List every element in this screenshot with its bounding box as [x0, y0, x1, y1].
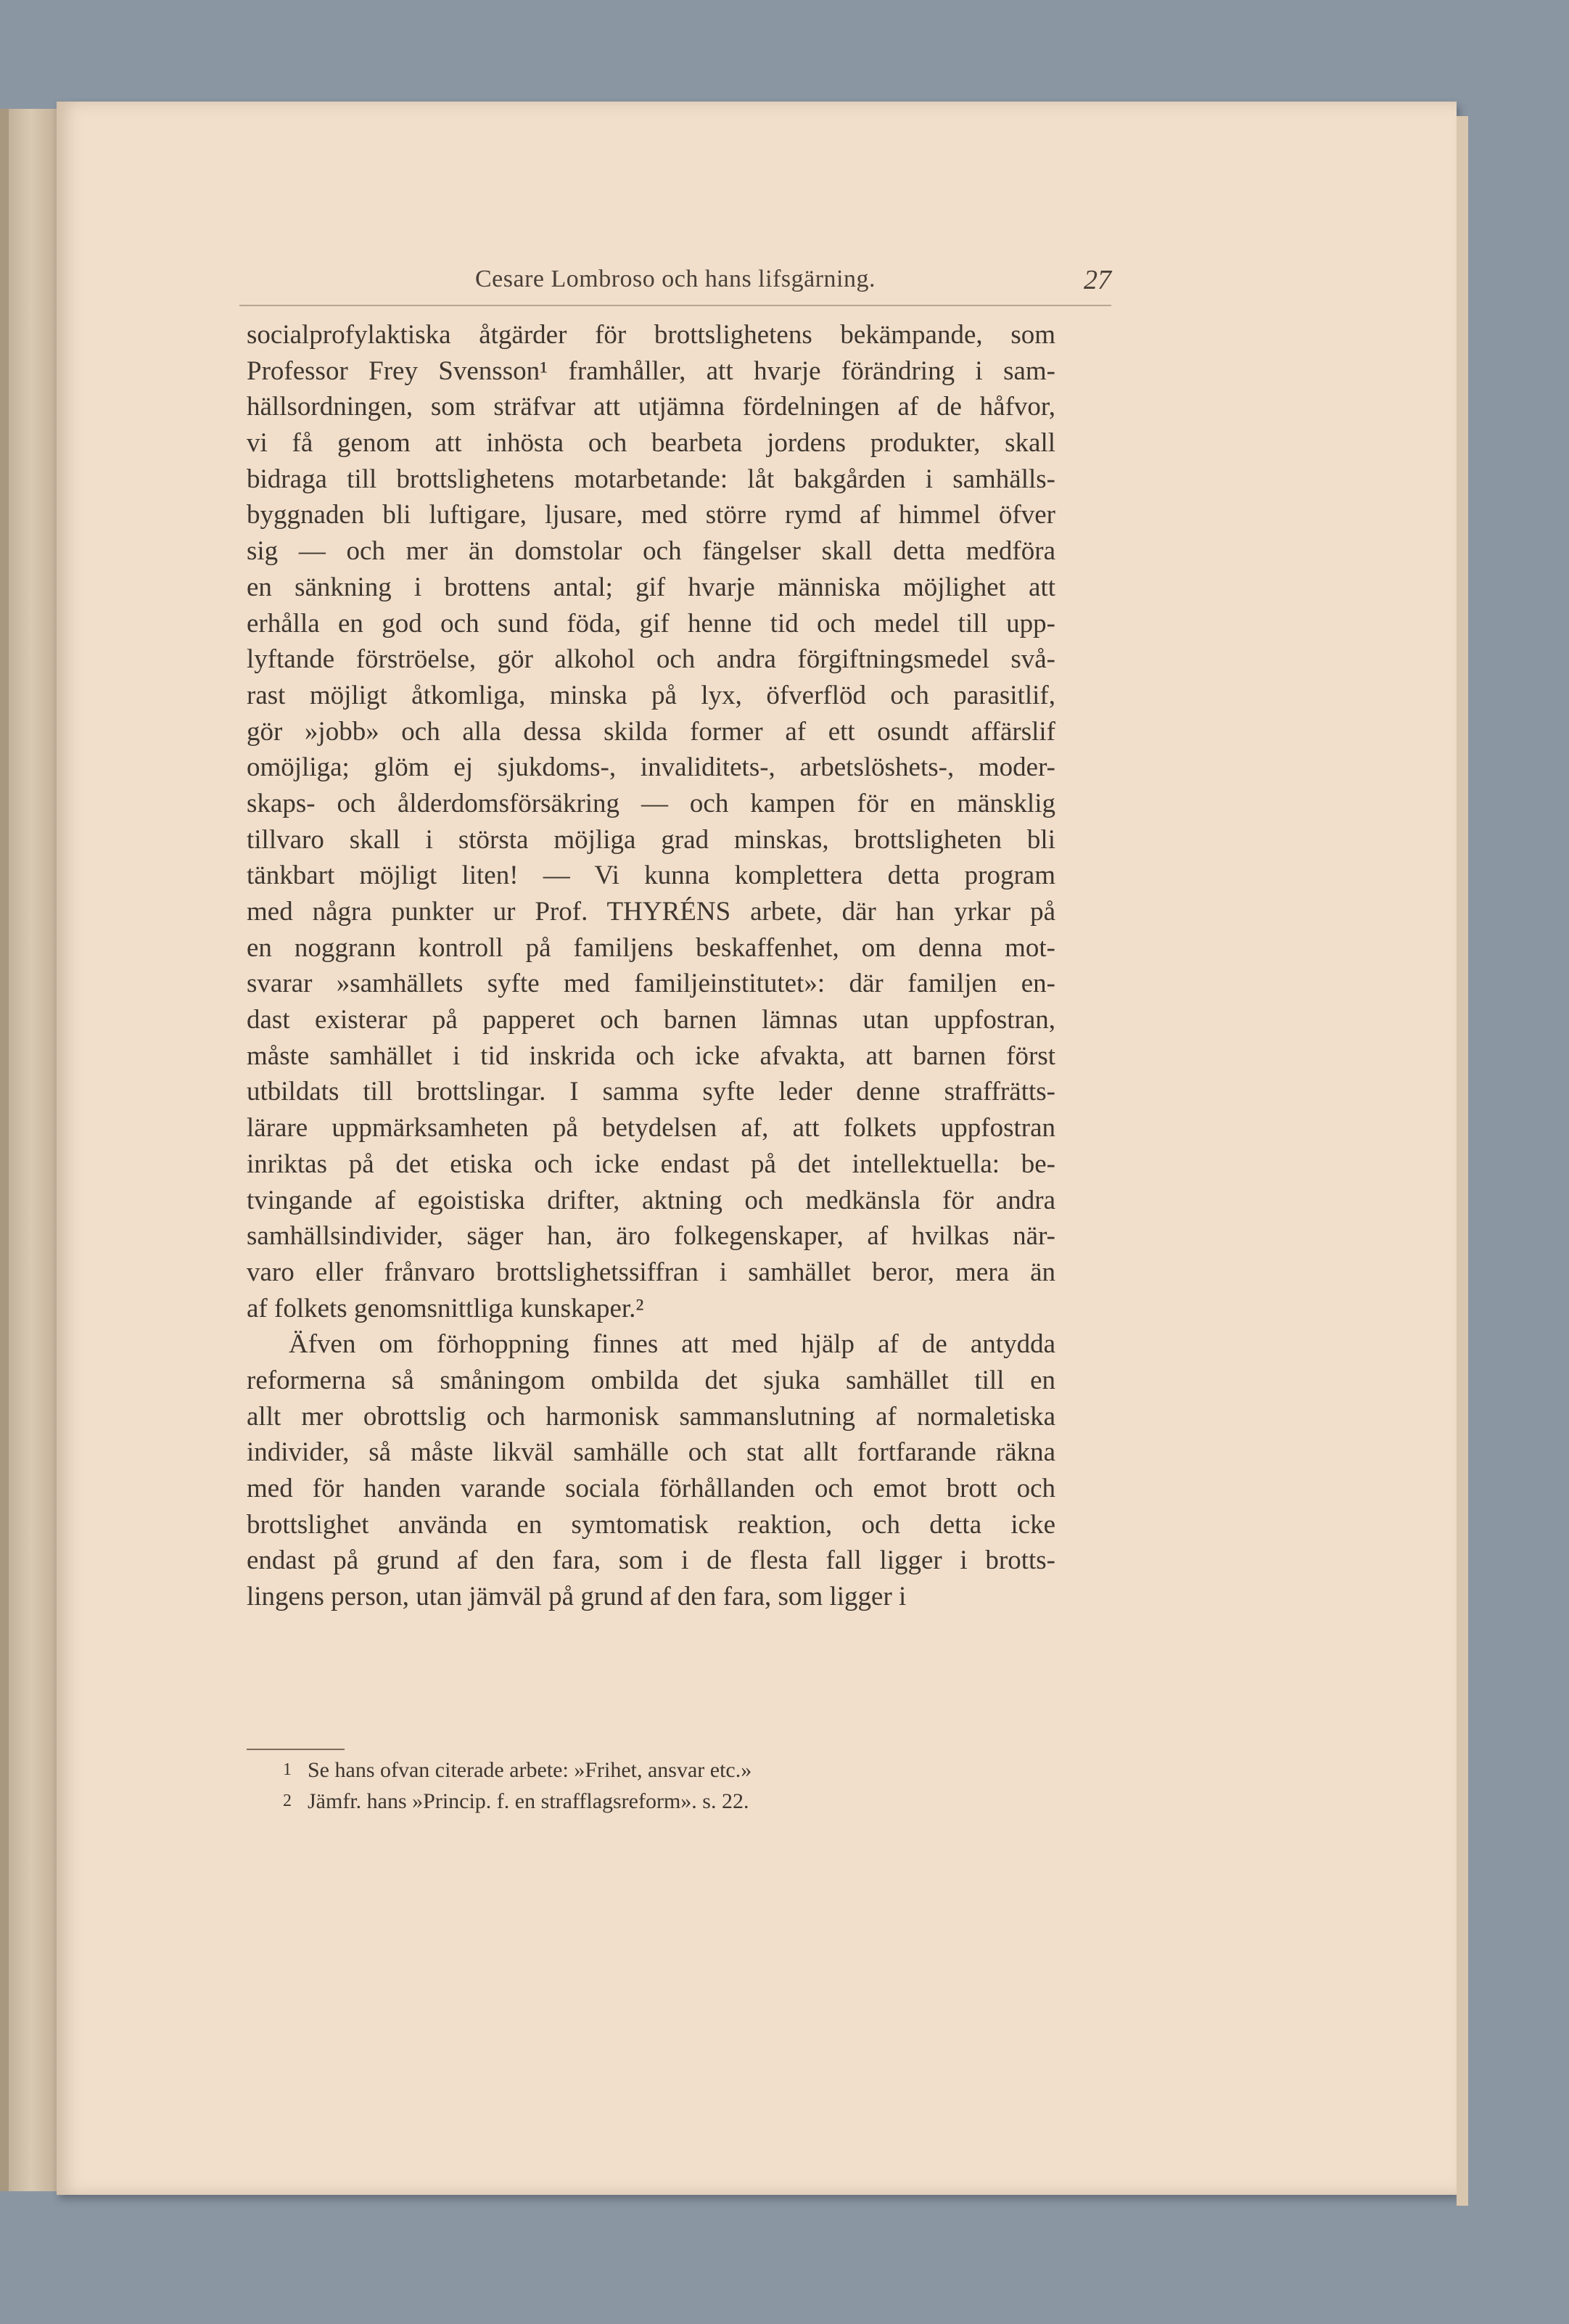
- text-line: Professor Frey Svensson¹ framhåller, att hvarje förändring i sam-: [247, 356, 1055, 386]
- text-line: samhällsindivider, säger han, äro folkegenskaper, af hvilkas när-: [247, 1221, 1055, 1252]
- text-line: Äfven om förhoppning finnes att med hjälp af de antydda: [289, 1329, 1055, 1360]
- text-line: tvingande af egoistiska drifter, aktning och medkänsla för andra: [247, 1185, 1055, 1215]
- page-number: 27: [1084, 265, 1111, 295]
- text-line: byggnaden bli luftigare, ljusare, med större rymd af himmel öfver: [247, 500, 1055, 530]
- text-line: allt mer obrottslig och harmonisk sammanslutning af normaletiska: [247, 1401, 1055, 1432]
- text-line: erhålla en god och sund föda, gif henne tid och medel till upp-: [247, 608, 1055, 639]
- text-line: en sänkning i brottens antal; gif hvarje människa möjlighet att: [247, 572, 1055, 602]
- text-line: svarar »samhällets syfte med familjeinstitutet»: där familjen en-: [247, 969, 1055, 999]
- text-line: gör »jobb» och alla dessa skilda former af ett osundt affärslif: [247, 716, 1055, 747]
- book-spine: [0, 109, 9, 2191]
- text-line: bidraga till brottslighetens motarbetande: låt bakgården i samhälls-: [247, 464, 1055, 494]
- footnote-text: Jämfr. hans »Princip. f. en strafflagsreform». s. 22.: [308, 1789, 749, 1813]
- text-line: hällsordningen, som sträfvar att utjämna fördelningen af de håfvor,: [247, 392, 1055, 422]
- footnote-rule: [247, 1749, 345, 1750]
- footnote: [283, 1786, 1008, 1817]
- text-line: utbildats till brottslingar. I samma syfte leder denne straffrätts-: [247, 1077, 1055, 1107]
- footnote-text: Se hans ofvan citerade arbete: »Frihet, ansvar etc.»: [308, 1758, 752, 1782]
- text-line: dast existerar på papperet och barnen lämnas utan uppfostran,: [247, 1005, 1055, 1035]
- text-line: måste samhället i tid inskrida och icke afvakta, att barnen först: [247, 1040, 1055, 1071]
- text-line: reformerna så småningom ombilda det sjuka samhället till en: [247, 1365, 1055, 1395]
- text-line: lärare uppmärksamheten på betydelsen af, att folkets uppfostran: [247, 1113, 1055, 1143]
- text-line: sig — och mer än domstolar och fängelser skall detta medföra: [247, 536, 1055, 567]
- text-line: lingens person, utan jämväl på grund af den fara, som ligger i: [247, 1582, 907, 1612]
- text-line: lyftande förströelse, gör alkohol och andra förgiftningsmedel svå-: [247, 644, 1055, 675]
- text-line: tillvaro skall i största möjliga grad minskas, brottsligheten bli: [247, 824, 1055, 855]
- text-line: skaps- och ålderdomsförsäkring — och kampen för en mänsklig: [247, 788, 1055, 818]
- footnote-number: 2: [283, 1791, 292, 1810]
- text-line: socialprofylaktiska åtgärder för brottslighetens bekämpande, som: [247, 320, 1055, 350]
- text-line: med några punkter ur Prof. THYRÉNS arbete, där han yrkar på: [247, 897, 1055, 927]
- footnotes: [283, 1754, 1008, 1817]
- body-text: [247, 317, 1055, 1615]
- text-line: en noggrann kontroll på familjens beskaffenhet, om denna mot-: [247, 932, 1055, 963]
- text-line: endast på grund af den fara, som i de flesta fall ligger i brotts-: [247, 1545, 1055, 1576]
- text-line: inriktas på det etiska och icke endast på det intellektuella: be-: [247, 1149, 1055, 1179]
- running-head-title: Cesare Lombroso och hans lifsgärning.: [475, 266, 876, 292]
- text-line: varo eller frånvaro brottslighetssiffran i samhället beror, mera än: [247, 1257, 1055, 1287]
- text-line: tänkbart möjligt liten! — Vi kunna komplettera detta program: [247, 861, 1055, 891]
- text-line: af folkets genomsnittliga kunskaper.²: [247, 1293, 644, 1323]
- text-line: vi få genom att inhösta och bearbeta jordens produkter, skall: [247, 428, 1055, 459]
- footnote-number: 1: [283, 1760, 292, 1779]
- text-line: omöjliga; glöm ej sjukdoms-, invaliditets-, arbetslöshets-, moder-: [247, 752, 1055, 783]
- text-line: brottslighet använda en symtomatisk reaktion, och detta icke: [247, 1509, 1055, 1540]
- footnote: [283, 1754, 1008, 1786]
- facing-page-edge: [0, 109, 57, 2191]
- text-line: rast möjligt åtkomliga, minska på lyx, öfverflöd och parasitlif,: [247, 680, 1055, 710]
- text-line: med för handen varande sociala förhållanden och emot brott och: [247, 1474, 1055, 1503]
- page-edge: [1457, 116, 1468, 2206]
- running-head: [239, 261, 1111, 306]
- text-line: individer, så måste likväl samhälle och stat allt fortfarande räkna: [247, 1437, 1055, 1468]
